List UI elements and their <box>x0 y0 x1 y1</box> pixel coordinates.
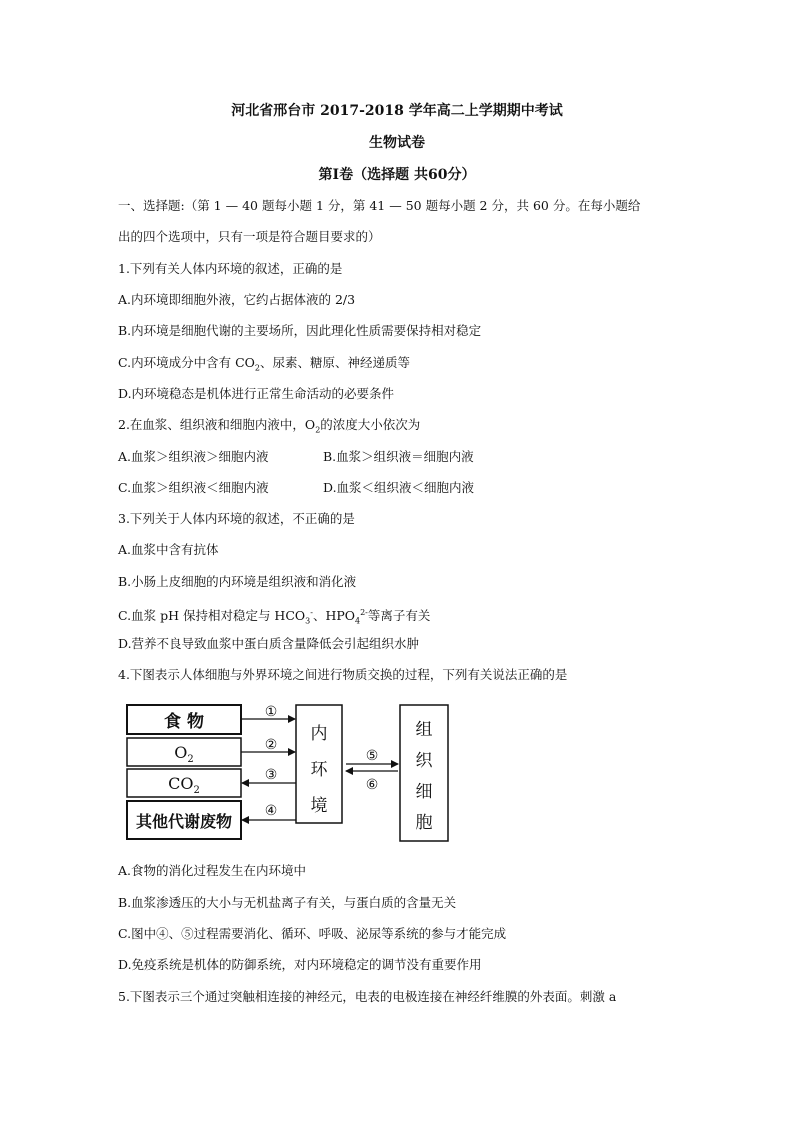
part-title: 第Ⅰ卷（选择题 共60分） <box>318 167 476 183</box>
q1-option-c-post: 、尿素、糖原、神经递质等 <box>259 355 410 370</box>
tissue-cell-char-3: 细 <box>415 782 433 802</box>
q3-option-d: D.营养不良导致血浆中蛋白质含量降低会引起组织水肿 <box>118 636 420 651</box>
waste-label: 其他代谢废物 <box>135 812 233 831</box>
q4-option-c: C.图中④、⑤过程需要消化、循环、呼吸、泌尿等系统的参与才能完成 <box>118 926 507 941</box>
o2-label-sub: 2 <box>187 754 194 765</box>
co2-label-sub: 2 <box>193 785 200 796</box>
instructions-line-2: 出的四个选项中，只有一项是符合题目要求的） <box>118 229 381 244</box>
co2-label-main: CO <box>168 774 194 793</box>
q1-option-a: A.内环境即细胞外液，它约占据体液的 2/3 <box>118 292 356 307</box>
q4-option-a: A.食物的消化过程发生在内环境中 <box>118 863 307 878</box>
q4-option-d: D.免疫系统是机体的防御系统，对内环境稳定的调节没有重要作用 <box>118 957 482 972</box>
inner-env-char-1: 内 <box>310 724 328 744</box>
tissue-cell-char-2: 织 <box>415 751 433 771</box>
q3-option-c-pre: C.血浆 pH 保持相对稳定与 HCO <box>118 608 306 624</box>
q2-option-b: B.血浆＞组织液＝细胞内液 <box>323 449 474 464</box>
q1-option-c-pre: C.内环境成分中含有 CO <box>118 355 255 370</box>
q1-option-c <box>118 354 410 378</box>
q2-option-d: D.血浆＜组织液＜细胞内液 <box>323 480 475 495</box>
q2-stem-pre: 2.在血浆、组织液和细胞内液中，O <box>118 417 316 432</box>
mark-1: ① <box>264 704 278 720</box>
q3-stem: 3.下列关于人体内环境的叙述，不正确的是 <box>118 511 355 526</box>
instructions-line-1: 一、选择题:（第 1 — 40 题每小题 1 分，第 41 — 50 题每小题 2 分，共 60 分。在每小题给 <box>118 198 641 213</box>
q2-stem <box>118 416 420 440</box>
q1-option-b: B.内环境是细胞代谢的主要场所，因此理化性质需要保持相对稳定 <box>118 323 482 338</box>
q2-option-c: C.血浆＞组织液＜细胞内液 <box>118 480 269 495</box>
q3-option-a: A.血浆中含有抗体 <box>118 542 219 557</box>
mark-5: ⑤ <box>365 748 379 764</box>
q2-option-a: A.血浆＞组织液＞细胞内液 <box>118 449 269 464</box>
exam-title: 河北省邢台市 2017-2018 学年高二上学期期中考试 <box>231 103 563 119</box>
q3-option-c-sub2: 4 <box>355 616 361 626</box>
mark-2: ② <box>264 737 278 753</box>
q3-option-b: B.小肠上皮细胞的内环境是组织液和消化液 <box>118 574 357 589</box>
q3-option-c-sup2: 2- <box>360 608 368 617</box>
mark-6: ⑥ <box>365 777 379 793</box>
q5-stem: 5.下图表示三个通过突触相连接的神经元，电表的电极连接在神经纤维膜的外表面。刺激 a <box>118 989 617 1004</box>
inner-env-char-2: 环 <box>310 760 328 780</box>
q1-stem: 1.下列有关人体内环境的叙述，正确的是 <box>118 261 343 276</box>
q2-stem-sub: 2 <box>315 425 321 435</box>
q4-option-b: B.血浆渗透压的大小与无机盐离子有关，与蛋白质的含量无关 <box>118 895 457 910</box>
q1-option-d: D.内环境稳态是机体进行正常生命活动的必要条件 <box>118 386 395 401</box>
q4-stem: 4.下图表示人体细胞与外界环境之间进行物质交换的过程，下列有关说法正确的是 <box>118 667 568 682</box>
q3-option-c-mid: 、HPO <box>312 608 355 624</box>
tissue-cell-char-1: 组 <box>415 720 433 740</box>
inner-env-char-3: 境 <box>310 796 328 816</box>
q3-option-c-post: 等离子有关 <box>367 608 431 624</box>
q3-option-c-sup1: - <box>310 608 313 617</box>
exchange-diagram <box>126 703 451 845</box>
food-label: 食 物 <box>164 712 204 732</box>
tissue-cell-char-4: 胞 <box>415 813 433 833</box>
q3-option-c <box>118 604 430 631</box>
q1-option-c-sub: 2 <box>254 363 260 373</box>
exam-subject: 生物试卷 <box>369 135 425 151</box>
o2-label-main: O <box>174 743 188 762</box>
mark-4: ④ <box>264 803 278 819</box>
q2-stem-post: 的浓度大小依次为 <box>320 417 421 432</box>
mark-3: ③ <box>264 767 278 783</box>
q3-option-c-sub1: 3 <box>305 616 311 626</box>
